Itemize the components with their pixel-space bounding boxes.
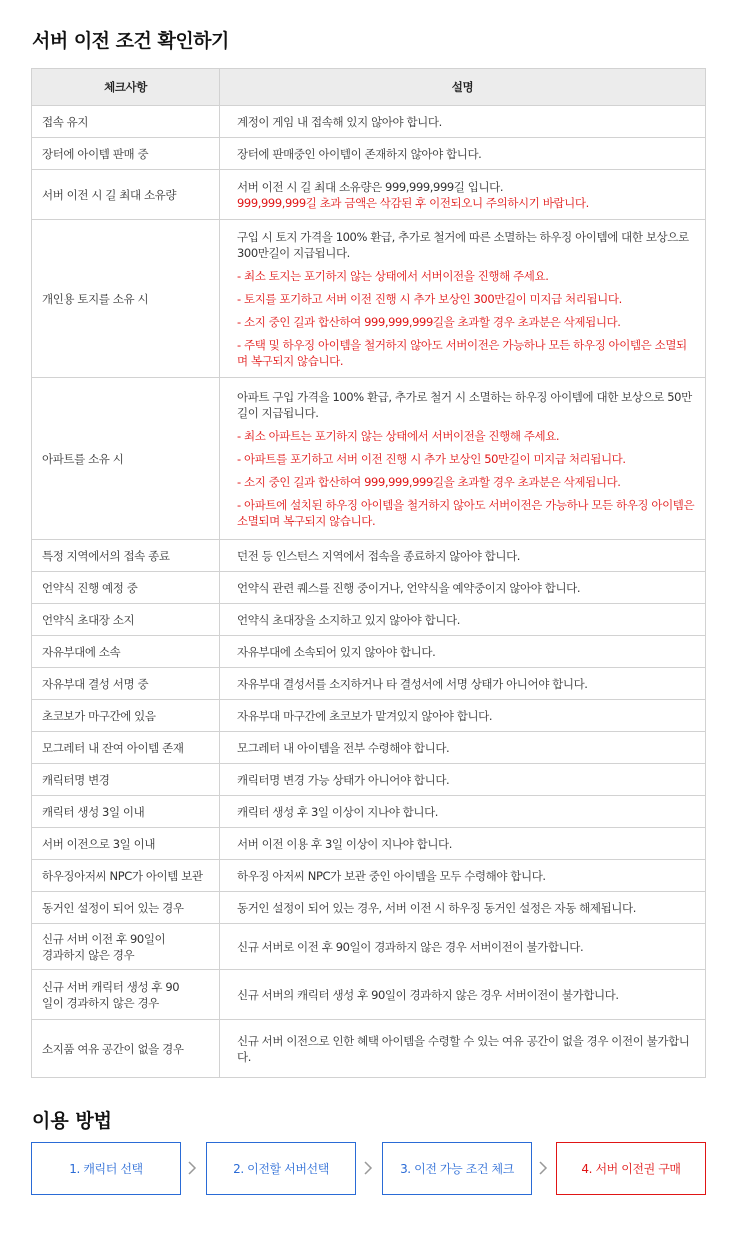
check-item: 자유부대에 소속 bbox=[32, 636, 220, 668]
table-row bbox=[32, 970, 706, 1020]
table-row bbox=[32, 220, 706, 378]
check-item: 언약식 초대장 소지 bbox=[32, 604, 220, 636]
check-item: 아파트를 소유 시 bbox=[32, 378, 220, 540]
check-description bbox=[220, 860, 706, 892]
warning-text: - 최소 토지는 포기하지 않는 상태에서 서버이전을 진행해 주세요. bbox=[237, 268, 549, 283]
warning-text: - 아파트에 설치된 하우징 아이템을 철거하지 않아도 서버이전은 가능하나 모든 하우징 아이템은 소멸되며 복구되지 않습니다. bbox=[237, 497, 695, 528]
warning-text: - 최소 아파트는 포기하지 않는 상태에서 서버이전을 진행해 주세요. bbox=[237, 428, 560, 443]
table-row bbox=[32, 892, 706, 924]
check-description bbox=[220, 924, 706, 970]
check-item: 하우징아저씨 NPC가 아이템 보관 bbox=[32, 860, 220, 892]
description-text: 캐릭터 생성 후 3일 이상이 지나야 합니다. bbox=[237, 804, 439, 819]
check-item: 초코보가 마구간에 있음 bbox=[32, 700, 220, 732]
step-select-server[interactable]: 2. 이전할 서버선택 bbox=[206, 1142, 356, 1195]
check-item: 서버 이전 시 길 최대 소유량 bbox=[32, 170, 220, 220]
check-item: 캐릭터명 변경 bbox=[32, 764, 220, 796]
check-description bbox=[220, 378, 706, 540]
description-text: 계정이 게임 내 접속해 있지 않아야 합니다. bbox=[237, 114, 442, 129]
check-description bbox=[220, 764, 706, 796]
table-row bbox=[32, 700, 706, 732]
description-text: 신규 서버의 캐릭터 생성 후 90일이 경과하지 않은 경우 서버이전이 불가합니다. bbox=[237, 987, 619, 1002]
table-row bbox=[32, 378, 706, 540]
step-buy-transfer-ticket[interactable]: 4. 서버 이전권 구매 bbox=[556, 1142, 706, 1195]
warning-text: - 아파트를 포기하고 서버 이전 진행 시 추가 보상인 50만길이 미지급 처리됩니다. bbox=[237, 451, 626, 466]
description-text: 캐릭터명 변경 가능 상태가 아니어야 합니다. bbox=[237, 772, 450, 787]
chevron-right-icon bbox=[186, 1160, 198, 1176]
description-text: 자유부대에 소속되어 있지 않아야 합니다. bbox=[237, 644, 436, 659]
chevron-right-icon bbox=[362, 1160, 374, 1176]
check-item: 자유부대 결성 서명 중 bbox=[32, 668, 220, 700]
conditions-table bbox=[31, 68, 706, 1078]
check-description bbox=[220, 220, 706, 378]
description-text: 아파트 구입 가격을 100% 환급, 추가로 철거 시 소멸하는 하우징 아이템에 대한 보상으로 50만길이 지급됩니다. bbox=[237, 389, 692, 420]
check-description bbox=[220, 970, 706, 1020]
check-description bbox=[220, 540, 706, 572]
table-row bbox=[32, 1020, 706, 1078]
check-item: 특정 지역에서의 접속 종료 bbox=[32, 540, 220, 572]
table-row bbox=[32, 924, 706, 970]
table-row bbox=[32, 170, 706, 220]
table-row bbox=[32, 796, 706, 828]
check-description bbox=[220, 732, 706, 764]
description-text: 서버 이전 시 길 최대 소유량은 999,999,999길 입니다. bbox=[237, 179, 504, 194]
check-description bbox=[220, 572, 706, 604]
table-row bbox=[32, 764, 706, 796]
header-description: 설명 bbox=[220, 69, 706, 106]
description-text: 구입 시 토지 가격을 100% 환급, 추가로 철거에 따른 소멸하는 하우징 아이템에 대한 보상으로 300만길이 지급됩니다. bbox=[237, 229, 689, 260]
table-row bbox=[32, 636, 706, 668]
step-check-conditions[interactable]: 3. 이전 가능 조건 체크 bbox=[382, 1142, 532, 1195]
check-description bbox=[220, 138, 706, 170]
check-item: 서버 이전으로 3일 이내 bbox=[32, 828, 220, 860]
description-text: 장터에 판매중인 아이템이 존재하지 않아야 합니다. bbox=[237, 146, 482, 161]
warning-text: - 주택 및 하우징 아이템을 철거하지 않아도 서버이전은 가능하나 모든 하우징 아이템은 소멸되며 복구되지 않습니다. bbox=[237, 337, 687, 368]
check-description bbox=[220, 636, 706, 668]
header-check: 체크사항 bbox=[32, 69, 220, 106]
description-text: 언약식 초대장을 소지하고 있지 않아야 합니다. bbox=[237, 612, 461, 627]
check-item: 장터에 아이템 판매 중 bbox=[32, 138, 220, 170]
check-description bbox=[220, 1020, 706, 1078]
check-item: 접속 유지 bbox=[32, 106, 220, 138]
step-select-character[interactable]: 1. 캐릭터 선택 bbox=[31, 1142, 181, 1195]
description-text: 언약식 관련 퀘스를 진행 중이거나, 언약식을 예약중이지 않아야 합니다. bbox=[237, 580, 581, 595]
check-description bbox=[220, 892, 706, 924]
check-item: 동거인 설정이 되어 있는 경우 bbox=[32, 892, 220, 924]
check-description bbox=[220, 604, 706, 636]
check-item: 캐릭터 생성 3일 이내 bbox=[32, 796, 220, 828]
warning-text: - 소지 중인 길과 합산하여 999,999,999길을 초과할 경우 초과분은 삭제됩니다. bbox=[237, 314, 621, 329]
check-description bbox=[220, 700, 706, 732]
check-item: 개인용 토지를 소유 시 bbox=[32, 220, 220, 378]
table-row bbox=[32, 540, 706, 572]
check-item: 신규 서버 이전 후 90일이 경과하지 않은 경우 bbox=[32, 924, 220, 970]
check-description bbox=[220, 796, 706, 828]
table-row bbox=[32, 604, 706, 636]
table-row bbox=[32, 860, 706, 892]
page-title: 서버 이전 조건 확인하기 bbox=[32, 30, 229, 52]
table-row bbox=[32, 138, 706, 170]
check-description bbox=[220, 170, 706, 220]
usage-title: 이용 방법 bbox=[32, 1110, 113, 1132]
description-text: 자유부대 마구간에 초코보가 맡겨있지 않아야 합니다. bbox=[237, 708, 493, 723]
description-text: 신규 서버 이전으로 인한 혜택 아이템을 수령할 수 있는 여유 공간이 없을 경우 이전이 불가합니다. bbox=[237, 1033, 690, 1064]
check-description bbox=[220, 106, 706, 138]
check-item: 언약식 진행 예정 중 bbox=[32, 572, 220, 604]
description-text: 던전 등 인스턴스 지역에서 접속을 종료하지 않아야 합니다. bbox=[237, 548, 521, 563]
check-item: 모그레터 내 잔여 아이템 존재 bbox=[32, 732, 220, 764]
description-text: 신규 서버로 이전 후 90일이 경과하지 않은 경우 서버이전이 불가합니다. bbox=[237, 939, 584, 954]
description-text: 서버 이전 이용 후 3일 이상이 지나야 합니다. bbox=[237, 836, 453, 851]
warning-text: 999,999,999길 초과 금액은 삭감된 후 이전되오니 주의하시기 바랍니다. bbox=[237, 195, 589, 210]
table-row bbox=[32, 572, 706, 604]
table-row bbox=[32, 106, 706, 138]
warning-text: - 토지를 포기하고 서버 이전 진행 시 추가 보상인 300만길이 미지급 처리됩니다. bbox=[237, 291, 622, 306]
description-text: 동거인 설정이 되어 있는 경우, 서버 이전 시 하우징 동거인 설정은 자동 해제됩니다. bbox=[237, 900, 636, 915]
description-text: 자유부대 결성서를 소지하거나 타 결성서에 서명 상태가 아니어야 합니다. bbox=[237, 676, 588, 691]
check-description bbox=[220, 668, 706, 700]
description-text: 하우징 아저씨 NPC가 보관 중인 아이템을 모두 수령해야 합니다. bbox=[237, 868, 546, 883]
table-row bbox=[32, 668, 706, 700]
check-item: 소지품 여유 공간이 없을 경우 bbox=[32, 1020, 220, 1078]
table-row bbox=[32, 732, 706, 764]
warning-text: - 소지 중인 길과 합산하여 999,999,999길을 초과할 경우 초과분은 삭제됩니다. bbox=[237, 474, 621, 489]
chevron-right-icon bbox=[537, 1160, 549, 1176]
table-row bbox=[32, 828, 706, 860]
table-header-row bbox=[32, 69, 706, 106]
description-text: 모그레터 내 아이템을 전부 수령해야 합니다. bbox=[237, 740, 450, 755]
check-description bbox=[220, 828, 706, 860]
check-item: 신규 서버 캐릭터 생성 후 90일이 경과하지 않은 경우 bbox=[32, 970, 220, 1020]
